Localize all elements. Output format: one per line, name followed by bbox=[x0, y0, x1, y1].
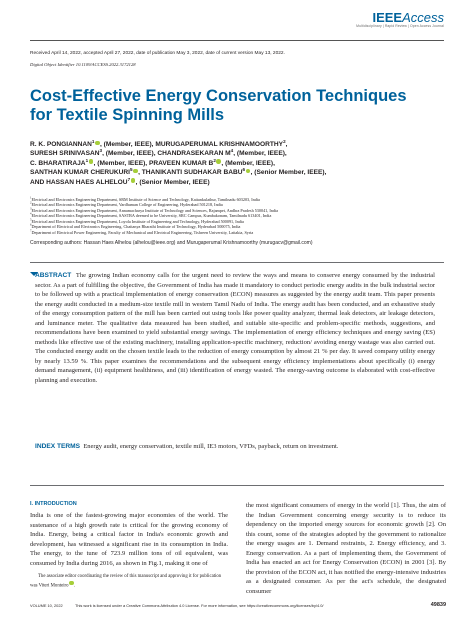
affiliation-list bbox=[30, 197, 450, 235]
author-line: C. BHARATIRAJA$^1$ , (Member, IEEE), PRAVEEN KUMAR $B^2$ , (Member, IEEE), bbox=[30, 157, 275, 167]
author-line: SURESH SRINIVASAN$^3$, (Member, IEEE), CHANDRASEKARAN $M^4$, (Member, IEEE), bbox=[30, 148, 287, 158]
author-name: , (Member, IEEE), CHANDRASEKARAN M bbox=[102, 150, 231, 158]
author-name: R. K. PONGIANNAN bbox=[30, 141, 92, 148]
affiliation: $^7$Department of Electrical Power Engineering, Faculty of Mechanical and Electrical Engineering, Tishreen University, Lattakia, Syria bbox=[30, 228, 254, 235]
section-heading: I. INTRODUCTION bbox=[30, 501, 77, 507]
orcid-icon[interactable] bbox=[95, 141, 100, 146]
orcid-icon[interactable] bbox=[131, 178, 136, 183]
publication-history: Received April 14, 2022, accepted April 27, 2022, date of publication May 3, 2022, date of current version May 13, 2022. bbox=[30, 51, 285, 56]
author-name: , (Senior Member, IEEE) bbox=[135, 178, 210, 186]
author-name: , (Member, IEEE), MURUGAPERUMAL KRISHNAMOORTHY bbox=[100, 141, 284, 148]
paper-title bbox=[30, 87, 430, 125]
doi[interactable]: Digital Object Identifier 10.1109/ACCESS.2022.3172128 bbox=[30, 62, 136, 67]
orcid-icon[interactable] bbox=[133, 169, 138, 174]
author-line: SANTHAN KUMAR CHERUKURI$^5$ , THANIKANTI SUDHAKAR BABU$^6$ , (Senior Member, IEEE), bbox=[30, 167, 327, 177]
abstract-text: The growing Indian economy calls for the urgent need to review the ways and means to conserve energy consumed by the industrial sector. As a part of fulfilling the objective, the Government of India has made it mandatory to conduct periodic energy audits in the bulk industrial sector to be followed up with a practical implementation of energy conservation (ECON) measures as suggested by the energy audit team. This paper presents the energy audit conducted in a medium-size textile mill in western Tamil Nadu of India. The energy audit has been conducted, and an exhaustive study of the energy consumption pattern of the mill has been carried out using tools like power quality analyzer, thermal leak detectors, air leakage detectors, and luminance meter. The qualitative data measured has been studied, and suitable site-specific and problem-specific methods, suggestions, and recommendations have been examined to yield substantial energy savings. The implementation of energy efficiency techniques and energy saving (ES) methods like effective use of the existing machinery, installing application-specific machinery, reduction/ avoiding energy wastage was also carried out. The conducted energy audit on the chosen textile leads to the reduction of energy consumption by almost 21 % per day. It saved company utility energy by nearly 13.59 %. This paper examines the recommendations and the subsequent energy efficiency implementations about specifically (i) energy demand management, (ii) equipment healthiness, and (iii) identification of energy wasted. The energy-saving outcome is elaborated with cost-effective planning and execution. bbox=[35, 272, 435, 385]
index-terms bbox=[35, 442, 435, 452]
affil-ref: 2 bbox=[283, 138, 286, 144]
page-number: 49839 bbox=[430, 602, 446, 608]
affiliation: $^2$Electrical and Electronics Engineering Department, Vardhaman College of Engineering, Hyderabad 501218, India bbox=[30, 201, 223, 208]
affiliation: $^6$Department of Electrical and Electronics Engineering, Chaitanya Bharathi Institute of Technology, Hyderabad 500075, India bbox=[30, 222, 241, 230]
author-name: SURESH SRINIVASAN bbox=[30, 150, 100, 158]
title-line: for Textile Spinning Mills bbox=[30, 106, 225, 124]
affiliation: $^4$Electrical and Electronics Engineering Department, SASTRA deemed to be University, SRC Campus, Kumbakonam, Tamilnadu 613401, India bbox=[30, 211, 272, 219]
logo-tagline: Multidisciplinary | Rapid Review | Open Access Journal bbox=[356, 24, 444, 28]
footer-volume: VOLUME 10, 2022 bbox=[30, 603, 63, 608]
journal-logo bbox=[324, 11, 444, 29]
orcid-icon[interactable] bbox=[246, 169, 251, 174]
editor-note: The associate editor coordinating the review of this manuscript and approving it for publication was Viteri Monteiro . bbox=[30, 574, 222, 589]
author-name: AND HASSAN HAES ALHELOU bbox=[30, 178, 128, 186]
author-name: , (Member, IEEE), PRAVEEN KUMAR B bbox=[93, 159, 214, 167]
affil-ref: 5 bbox=[130, 167, 133, 173]
index-terms-text: Energy audit, energy conservation, textile mill, IE3 motors, VFDs, payback, return on investment. bbox=[83, 443, 339, 450]
logo-access: Access bbox=[402, 10, 444, 25]
affil-ref: 3 bbox=[99, 148, 103, 154]
author-name: SANTHAN KUMAR CHERUKURI bbox=[30, 169, 131, 177]
abstract bbox=[35, 271, 435, 386]
author-name: , THANIKANTI SUDHAKAR BABU bbox=[138, 169, 243, 177]
corresponding-authors: Corresponding authors: Hassan Haes Alhelou (alhelou@ieee.org) and Murugaperumal Krishnamoorthy (murugacv@gmail.com) bbox=[30, 240, 313, 246]
intro-column-left: India is one of the fastest-growing major economies of the world. The sustenance of a high growth rate is critical for the growing economy of India. Energy, being a critical factor in India's economic growth and development, has witnessed a significant rise in its consumption in India. The energy, to the tune of 723.9 million tons of oil equivalent, was consumed by India during 2016, as shown in Fig.1, making it one of bbox=[30, 512, 228, 567]
author-line: R. K. PONGIANNAN$^1$ , (Member, IEEE), MURUGAPERUMAL KRISHNAMOORTHY$^2$, bbox=[30, 138, 288, 148]
footer-license[interactable]: This work is licensed under a Creative Commons Attribution 4.0 License. For more information, see https://creativecommons.org/licenses/by/4.0/ bbox=[75, 603, 324, 608]
affil-ref: 1 bbox=[91, 138, 95, 144]
author-list bbox=[30, 140, 450, 187]
author-name: C. BHARATIRAJA bbox=[30, 159, 86, 167]
affiliation: $^3$Electrical and Electronics Engineering Department, Annamacharya Institute of Technology and Sciences, Rajampet, Andhra Pradesh 530041, India bbox=[30, 206, 278, 213]
abstract-label: ABSTRACT bbox=[35, 272, 72, 279]
logo-ieee: IEEE bbox=[372, 10, 403, 25]
affil-ref: 1 bbox=[85, 157, 89, 163]
affil-ref: 7 bbox=[127, 176, 131, 182]
affil-ref: 6 bbox=[242, 167, 246, 173]
intro-column-right: the most significant consumers of energy in the world [1]. Thus, the aim of the Indian Government concerning energy security is to reduce its dependency on the imported energy sources for economic growth [2]. On this count, some of the strategies adopted by the government to rationalize the energy usages are 1. Demand restraints, 2. Energy efficiency, and 3. Energy conservation. As a part of implementing them, the Government of India has enacted an act for Energy Conservation (ECON) in 2001 [3]. By the provision of the ECON act, it has notified the energy-intensive industries as a designated consumer. As per the act's schedule, the designated consumer bbox=[246, 502, 446, 595]
author-line bbox=[30, 178, 450, 187]
affil-ref: 2 bbox=[213, 157, 216, 163]
affiliation: $^1$Electrical and Electronics Engineering Department, SRM Institute of Science and Technology, Kattankulathur, Tamilnadu 603203, India bbox=[30, 195, 260, 202]
orcid-icon[interactable] bbox=[89, 159, 94, 164]
orcid-icon[interactable] bbox=[69, 581, 74, 586]
index-terms-label: INDEX TERMS bbox=[35, 443, 81, 450]
title-line: Cost-Effective Energy Conservation Techniques bbox=[30, 87, 407, 105]
affiliation: $^5$Electrical and Electronics Engineering Department, Loyola Institute of Engineering and Technology, Hyderabad 500091, India bbox=[30, 217, 244, 224]
affil-ref: 4 bbox=[230, 148, 234, 154]
